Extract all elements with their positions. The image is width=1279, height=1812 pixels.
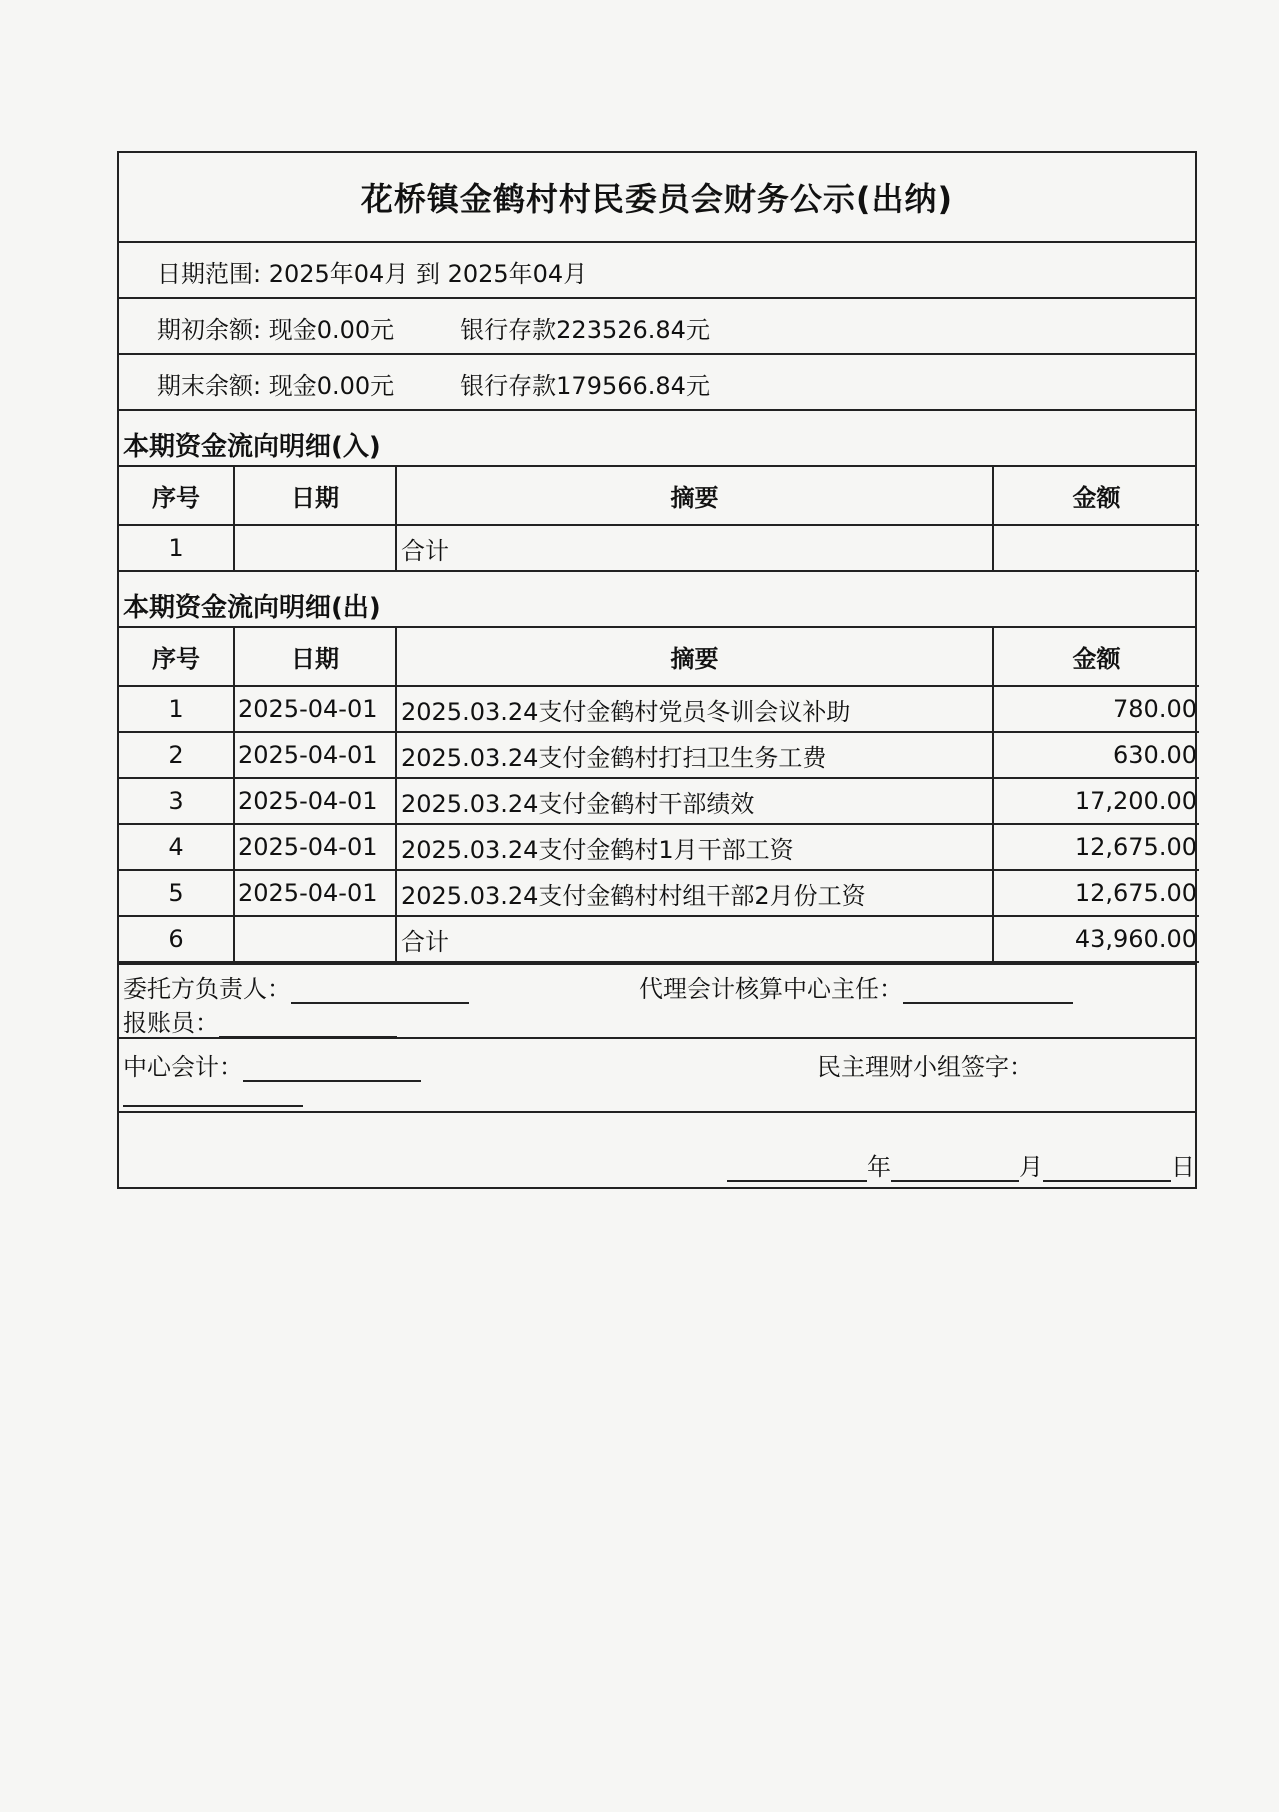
finance-group-signature-line[interactable] bbox=[123, 1083, 303, 1107]
agency-director-label: 代理会计核算中心主任： bbox=[639, 975, 903, 1003]
year-label: 年 bbox=[867, 1153, 891, 1181]
row-no: 5 bbox=[119, 870, 234, 916]
agency-director-signature-line[interactable] bbox=[903, 980, 1073, 1004]
table-row bbox=[119, 870, 1199, 916]
reporter-label: 报账员： bbox=[123, 1009, 219, 1037]
finance-group-label: 民主理财小组签字： bbox=[817, 1053, 1033, 1081]
day-line[interactable] bbox=[1043, 1158, 1171, 1182]
out-table-header bbox=[119, 628, 1199, 686]
row-summary: 2025.03.24支付金鹤村党员冬训会议补助 bbox=[396, 686, 993, 732]
table-row bbox=[119, 916, 1199, 962]
opening-bank: 银行存款223526.84元 bbox=[460, 316, 710, 344]
table-row bbox=[119, 732, 1199, 778]
row-date: 2025-04-01 bbox=[234, 824, 396, 870]
row-date bbox=[234, 916, 396, 962]
date-block bbox=[119, 1111, 1195, 1187]
row-amount: 12,675.00 bbox=[993, 870, 1199, 916]
table-row bbox=[119, 824, 1199, 870]
header-date: 日期 bbox=[234, 467, 396, 525]
row-no: 2 bbox=[119, 732, 234, 778]
row-amount: 630.00 bbox=[993, 732, 1199, 778]
signature-block-1 bbox=[119, 963, 1195, 1037]
signature-block-2 bbox=[119, 1037, 1195, 1111]
table-row bbox=[119, 686, 1199, 732]
row-date: 2025-04-01 bbox=[234, 870, 396, 916]
in-table-header bbox=[119, 467, 1199, 525]
date-range: 日期范围: 2025年04月 到 2025年04月 bbox=[157, 260, 588, 288]
row-summary: 2025.03.24支付金鹤村村组干部2月份工资 bbox=[396, 870, 993, 916]
in-section-heading: 本期资金流向明细(入) bbox=[119, 411, 1195, 467]
header-summary: 摘要 bbox=[396, 467, 993, 525]
reporter-signature-line[interactable] bbox=[219, 1014, 397, 1038]
row-summary: 2025.03.24支付金鹤村打扫卫生务工费 bbox=[396, 732, 993, 778]
row-date: 2025-04-01 bbox=[234, 778, 396, 824]
row-no: 1 bbox=[119, 525, 234, 571]
client-head-label: 委托方负责人： bbox=[123, 975, 291, 1003]
table-row bbox=[119, 778, 1199, 824]
header-summary: 摘要 bbox=[396, 628, 993, 686]
month-label: 月 bbox=[1019, 1153, 1043, 1181]
row-summary: 合计 bbox=[396, 525, 993, 571]
row-summary: 合计 bbox=[396, 916, 993, 962]
date-range-row bbox=[119, 243, 1195, 299]
header-amount: 金额 bbox=[993, 467, 1199, 525]
year-line[interactable] bbox=[727, 1158, 867, 1182]
row-amount: 780.00 bbox=[993, 686, 1199, 732]
row-summary: 2025.03.24支付金鹤村1月干部工资 bbox=[396, 824, 993, 870]
table-row bbox=[119, 525, 1199, 571]
row-date bbox=[234, 525, 396, 571]
row-date: 2025-04-01 bbox=[234, 686, 396, 732]
row-amount: 43,960.00 bbox=[993, 916, 1199, 962]
in-table bbox=[119, 467, 1199, 572]
client-head-signature-line[interactable] bbox=[291, 980, 469, 1004]
row-amount bbox=[993, 525, 1199, 571]
header-date: 日期 bbox=[234, 628, 396, 686]
row-summary: 2025.03.24支付金鹤村干部绩效 bbox=[396, 778, 993, 824]
opening-balance-row bbox=[119, 299, 1195, 355]
row-no: 1 bbox=[119, 686, 234, 732]
closing-cash: 期末余额: 现金0.00元 bbox=[157, 372, 395, 400]
header-amount: 金额 bbox=[993, 628, 1199, 686]
day-label: 日 bbox=[1171, 1153, 1195, 1181]
row-amount: 12,675.00 bbox=[993, 824, 1199, 870]
header-no: 序号 bbox=[119, 628, 234, 686]
row-date: 2025-04-01 bbox=[234, 732, 396, 778]
center-accountant-label: 中心会计： bbox=[123, 1053, 243, 1081]
out-table bbox=[119, 628, 1199, 963]
finance-disclosure-sheet bbox=[117, 151, 1197, 1189]
opening-cash: 期初余额: 现金0.00元 bbox=[157, 316, 395, 344]
row-no: 3 bbox=[119, 778, 234, 824]
row-no: 6 bbox=[119, 916, 234, 962]
center-accountant-signature-line[interactable] bbox=[243, 1058, 421, 1082]
closing-balance-row bbox=[119, 355, 1195, 411]
out-section-heading: 本期资金流向明细(出) bbox=[119, 572, 1195, 628]
header-no: 序号 bbox=[119, 467, 234, 525]
month-line[interactable] bbox=[891, 1158, 1019, 1182]
closing-bank: 银行存款179566.84元 bbox=[460, 372, 710, 400]
document-title: 花桥镇金鹤村村民委员会财务公示(出纳) bbox=[119, 153, 1195, 243]
row-amount: 17,200.00 bbox=[993, 778, 1199, 824]
row-no: 4 bbox=[119, 824, 234, 870]
